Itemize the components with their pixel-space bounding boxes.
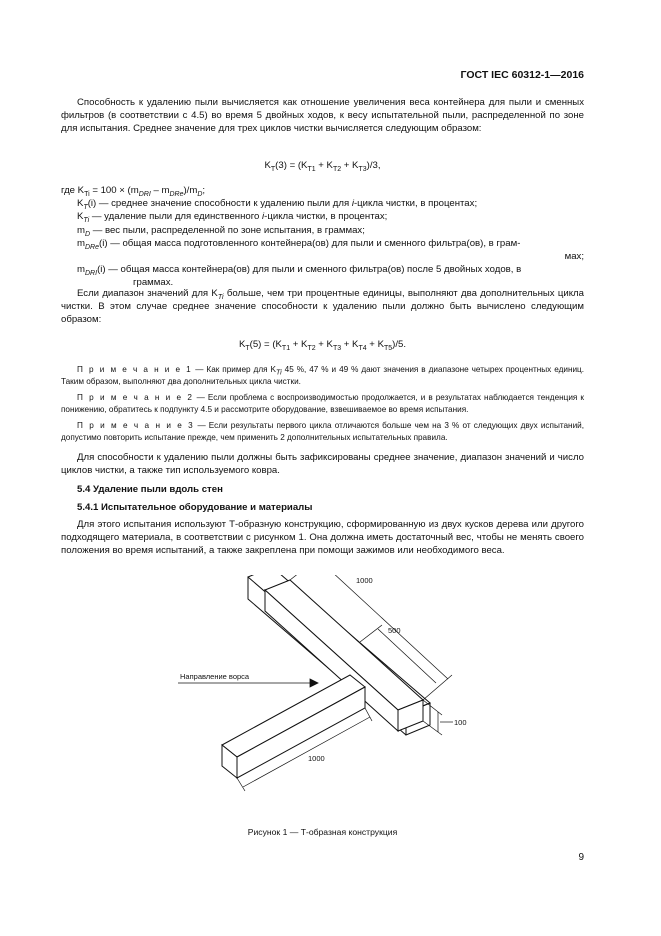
intro-block [61, 96, 584, 136]
def-mdre: $m_{DRe}(i)$ — общая масса подготовленного контейнера(ов) для пыли и сменного фильтра(ов), в грам- мах; [77, 237, 584, 263]
range-block [61, 287, 584, 327]
dim-label-stem-1000: 1000 [308, 754, 325, 763]
dim-label-500: 500 [388, 626, 401, 635]
dim-ext-a [290, 575, 322, 580]
dim-label-1000: 1000 [356, 576, 373, 585]
pile-direction-label: Направление ворса [180, 672, 250, 681]
t-structure-drawing [160, 575, 490, 815]
dim-ext-d [423, 700, 442, 715]
summary-paragraph: Для способности к удалению пыли должны быть зафиксированы среднее значение, диапазон значений и число циклов чистки, а также тип используемого ковра. [61, 452, 584, 477]
note-2: П р и м е ч а н и е 2 — Если проблема с воспроизводимостью продолжается, и в результатах наблюдается тенденция к понижению, обратитесь к подпункту 4.5 и рассмотрите оборудование, взвешиваемое во время испытания. [61, 393, 584, 414]
formula-kt5: $K_T(5) = (K_{T1} + K_{T2} + K_{T3} + K_{T4} + K_{T5})/5$. [238, 339, 407, 352]
summary-block [61, 451, 584, 557]
def-md: $m_D$ — вес пыли, распределенной по зоне испытания, в граммах; [77, 224, 365, 238]
where-line: где $K_{Ti} = 100 \times (m_{DRI} - m_{DRe})/m_D$; [61, 185, 206, 198]
dim-ext-e [423, 721, 442, 735]
equipment-paragraph: Для этого испытания используют Т-образную конструкцию, сформированную из двух кусков дерева или другого подходящего материала, в соответствии с рисунком 1. Она должна иметь достаточный вес, чтобы не менять своего положения во время испытаний, а также закреплена при помощи зажимов или необходимого веса. [61, 518, 584, 557]
pile-arrow-head [310, 679, 318, 687]
range-paragraph: Если диапазон значений для $K_{Ti}$ больше, чем три процентные единицы, выполняют два дополнительных цикла чистки. В этом случае среднее значение способности к удалению пыли должно быть вычислено следующим образом: [61, 288, 584, 326]
definitions-block [61, 184, 584, 290]
t-structure-figure [160, 575, 490, 815]
intro-paragraph: Способность к удалению пыли вычисляется как отношение увеличения веса контейнера для пыли и сменных фильтров (в соответствии с 4.5) во время 5 двойных ходов, к весу испытательной пыли, распределенной по зоне для испытания. Среднее значение для трех циклов чистки вычисляется следующим образом: [61, 97, 584, 135]
note-3: П р и м е ч а н и е 3 — Если результаты первого цикла отличаются больше чем на 3 % от следующих двух испытаний, допустимо повторить испытание прежде, чем применить 2 дополнительных испытательных правила. [61, 421, 584, 442]
dim-label-100: 100 [454, 718, 467, 727]
note-1: П р и м е ч а н и е 1 — Как пример для $K_{Ti}$ 45 %, 47 % и 49 % дают значения в диапазоне четырех процентных единиц. Таким образом, выполняют два дополнительных цикла чистки. [61, 365, 584, 386]
def-kti: $K_{Ti}$ — удаление пыли для единственного i-цикла чистки, в процентах; [77, 211, 388, 225]
section-5-4-heading: 5.4 Удаление пыли вдоль стен [77, 484, 223, 496]
notes-block [61, 364, 584, 444]
dim-ext-f [237, 778, 245, 791]
formula-kt3: $K_T(3) = (K_{T1} + K_{T2} + K_{T3})/3$, [264, 160, 381, 173]
standard-header: ГОСТ IEC 60312-1—2016 [460, 69, 584, 81]
page-number: 9 [578, 852, 584, 863]
def-kt: $K_T(i)$ — среднее значение способности к удалению пыли для i-цикла чистки, в процентах; [77, 198, 478, 212]
def-mdri: $m_{DRI}(i)$ — общая масса контейнера(ов) для пыли и сменного фильтра(ов) после 5 двойных ходов, в граммах. [77, 264, 522, 289]
section-5-4-1-heading: 5.4.1 Испытательное оборудование и материалы [77, 501, 313, 513]
figure-caption: Рисунок 1 — Т-образная конструкция [247, 827, 398, 837]
dim-ext-c [360, 625, 382, 642]
